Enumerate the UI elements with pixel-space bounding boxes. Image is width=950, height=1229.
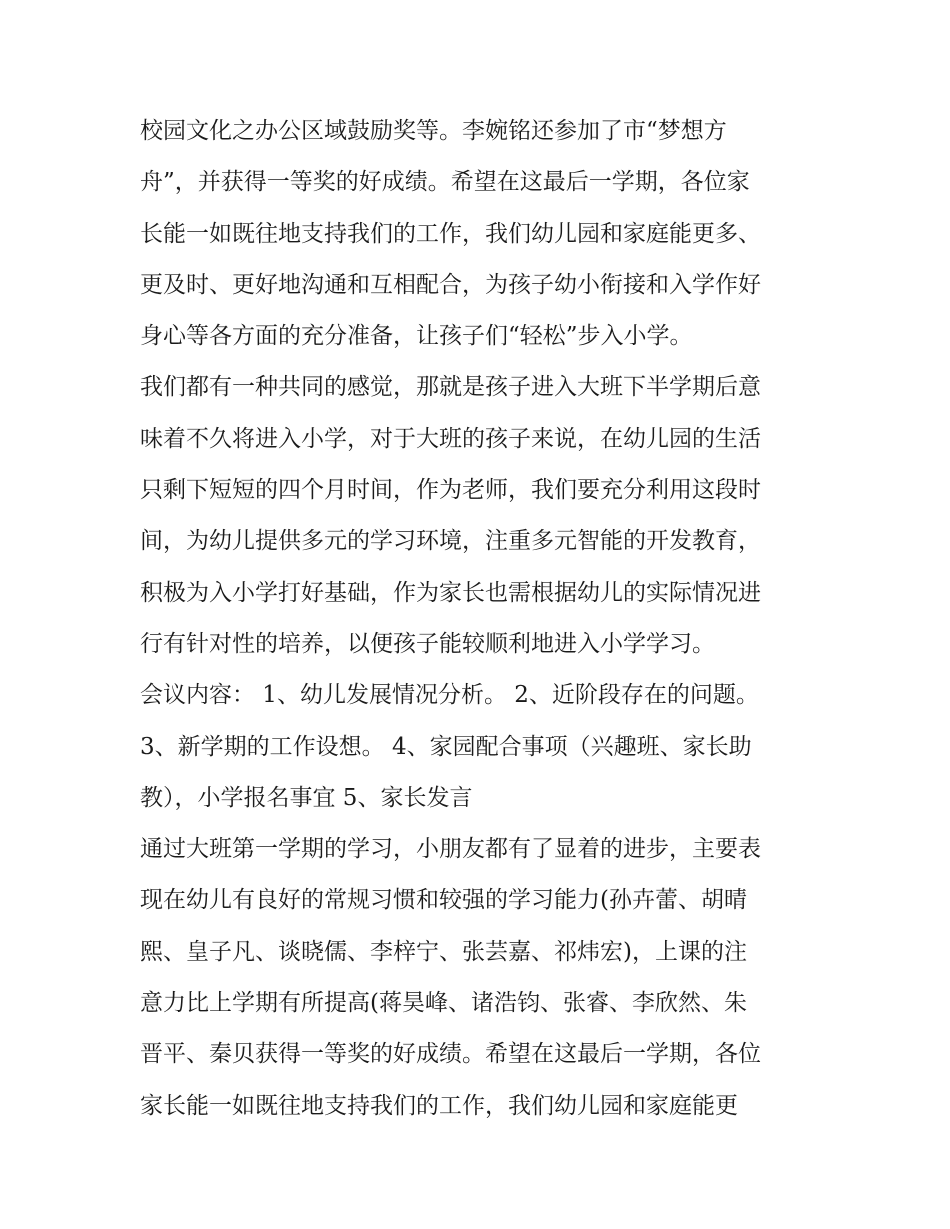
text-line: 校园文化之办公区域鼓励奖等。李婉铭还参加了市“梦想方: [140, 118, 727, 144]
text-line: 现在幼儿有良好的常规习惯和较强的学习能力(孙卉蕾、胡晴: [140, 887, 747, 914]
text-line: 熙、皇子凡、谈晓儒、李梓宁、张芸嘉、祁炜宏)，上课的注: [140, 938, 747, 965]
text-line: 舟”，并获得一等奖的好成绩。希望在这最后一学期，各位家: [140, 169, 750, 196]
text-line: 只剩下短短的四个月时间，作为老师，我们要充分利用这段时: [140, 477, 761, 504]
text-line: 长能一如既往地支持我们的工作，我们幼儿园和家庭能更多、: [140, 220, 761, 247]
text-line: 晋平、秦贝获得一等奖的好成绩。希望在这最后一学期，各位: [140, 1041, 761, 1068]
text-line: 更及时、更好地沟通和互相配合，为孩子幼小衔接和入学作好: [140, 271, 761, 298]
document-body: [140, 106, 820, 1132]
text-line: 通过大班第一学期的学习，小朋友都有了显着的进步，主要表: [140, 836, 761, 863]
text-line: 积极为入小学打好基础，作为家长也需根据幼儿的实际情况进: [140, 579, 761, 606]
text-line: 我们都有一种共同的感觉，那就是孩子进入大班下半学期后意: [140, 374, 761, 401]
text-line: 间，为幼儿提供多元的学习环境，注重多元智能的开发教育，: [140, 528, 761, 555]
text-line: 味着不久将进入小学，对于大班的孩子来说，在幼儿园的生活: [140, 425, 761, 452]
text-line: 身心等各方面的充分准备，让孩子们“轻松”步入小学。: [140, 323, 693, 350]
text-line: 教），小学报名事宜 5、家长发言: [140, 784, 473, 811]
text-line: 家长能一如既往地支持我们的工作，我们幼儿园和家庭能更: [140, 1092, 738, 1119]
text-line: 会议内容： 1、幼儿发展情况分析。 2、近阶段存在的问题。: [140, 682, 759, 709]
text-line: 意力比上学期有所提高(蒋昊峰、诸浩钧、张睿、李欣然、朱: [140, 990, 747, 1017]
text-line: 行有针对性的培养，以便孩子能较顺利地进入小学学习。: [140, 630, 715, 657]
text-line: 3、新学期的工作设想。 4、家园配合事项（兴趣班、家长助: [140, 733, 752, 760]
